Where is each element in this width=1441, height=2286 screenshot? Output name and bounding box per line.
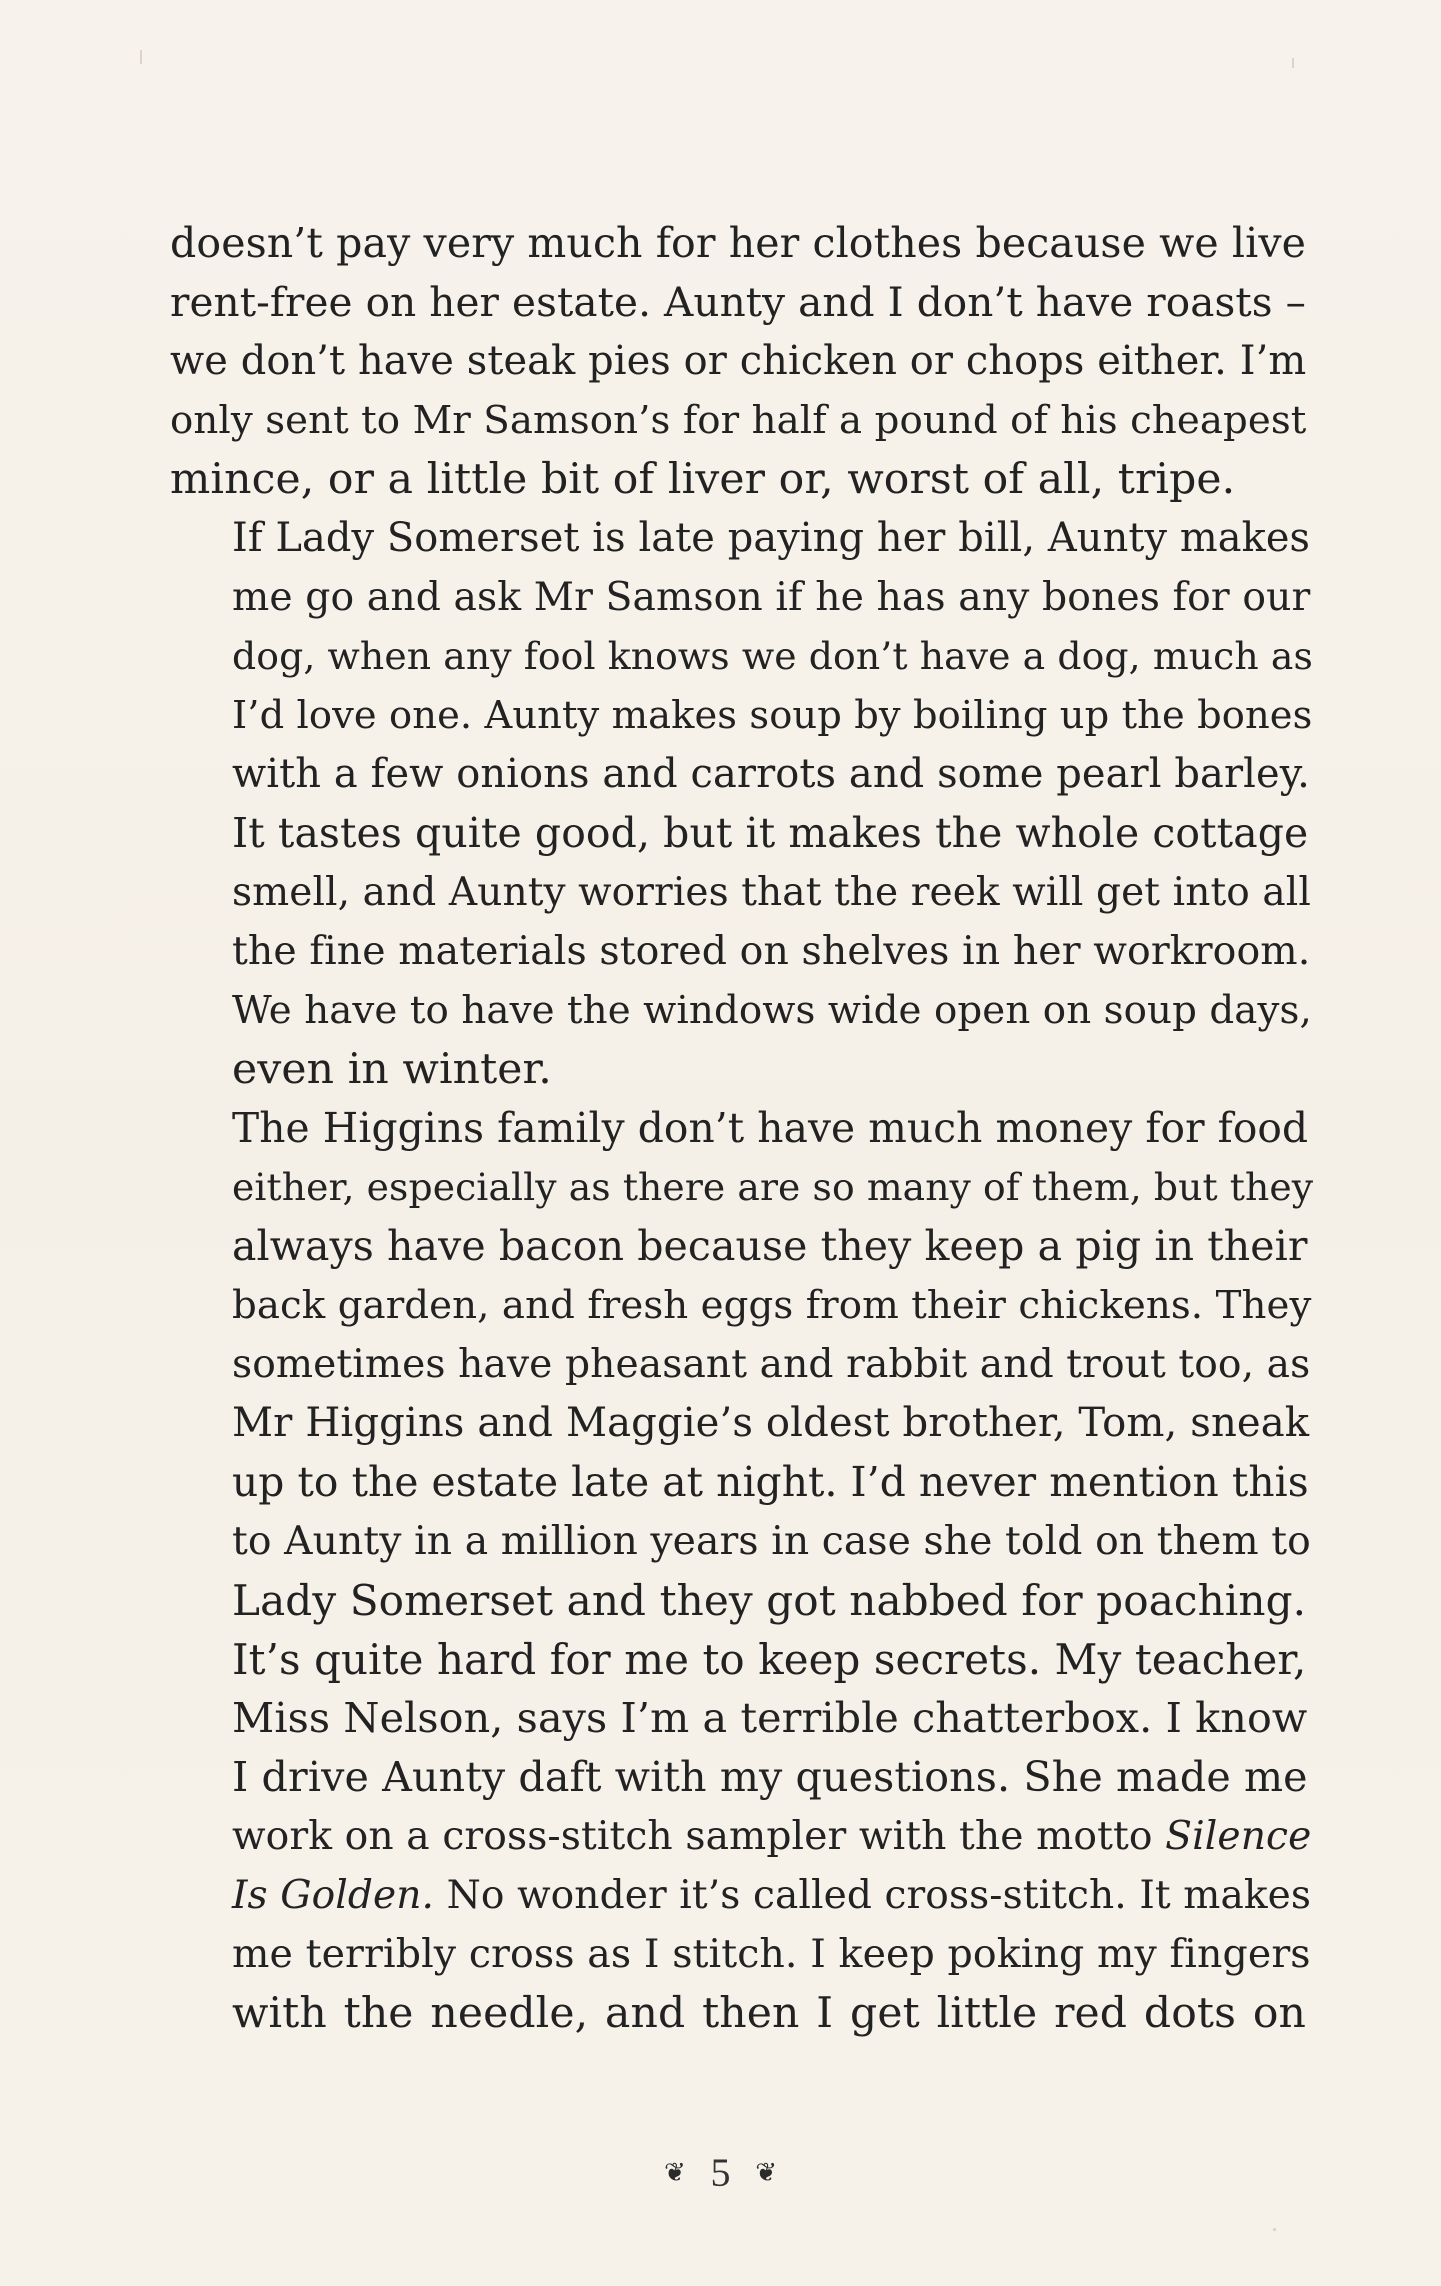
text-line-segment: work on a cross-stitch sampler with the motto — [232, 1814, 1166, 1859]
text-line: sometimes have pheasant and rabbit and trout too, as — [232, 1342, 1311, 1387]
text-line: rent-free on her estate. Aunty and I don’t have roasts – — [170, 278, 1306, 326]
text-line-segment: No wonder it’s called cross-stitch. It makes — [434, 1873, 1312, 1918]
text-line: only sent to Mr Samson’s for half a pound of his cheapest — [170, 398, 1307, 443]
text-line: either, especially as there are so many of them, but they — [232, 1165, 1314, 1209]
text-line: We have to have the windows wide open on soup days, — [232, 988, 1312, 1033]
paragraph — [170, 1099, 1314, 1630]
text-line: with the needle, and then I get little red dots on — [232, 1989, 1306, 2038]
text-line: I’d love one. Aunty makes soup by boiling up the bones — [232, 693, 1313, 738]
body-text — [170, 214, 1314, 2043]
text-line: The Higgins family don’t have much money for food — [232, 1104, 1309, 1152]
paragraph — [170, 1630, 1312, 2043]
paragraph — [170, 509, 1313, 1099]
text-line: doesn’t pay very much for her clothes because we live — [170, 219, 1307, 267]
page-footer — [0, 2140, 1441, 2203]
text-line: Lady Somerset and they got nabbed for poaching. — [232, 1576, 1307, 1625]
text-line: even in winter. — [232, 1045, 552, 1094]
text-line: to Aunty in a million years in case she told on them to — [232, 1519, 1311, 1564]
paper-speck — [1292, 58, 1294, 68]
text-line: mince, or a little bit of liver or, worst of all, tripe. — [170, 455, 1236, 504]
text-line: me go and ask Mr Samson if he has any bones for our — [232, 575, 1311, 620]
text-line: always have bacon because they keep a pig in their — [232, 1222, 1308, 1270]
page-number: 5 — [710, 2150, 731, 2195]
text-line: I drive Aunty daft with my questions. She made me — [232, 1753, 1308, 1801]
leaf-ornament-icon: ❦ — [755, 2158, 778, 2188]
text-line: dog, when any fool knows we don’t have a dog, much as — [232, 634, 1313, 678]
text-line: up to the estate late at night. I’d never mention this — [232, 1458, 1309, 1506]
paper-speck — [140, 50, 142, 64]
paragraph — [170, 214, 1306, 509]
leaf-ornament-icon: ❦ — [663, 2158, 686, 2188]
text-line: It tastes quite good, but it makes the whole cottage — [232, 809, 1309, 857]
paper-speck — [1273, 2228, 1276, 2231]
text-line: with a few onions and carrots and some pearl barley. — [232, 751, 1310, 797]
text-line: smell, and Aunty worries that the reek will get into all — [232, 870, 1311, 915]
text-line: Mr Higgins and Maggie’s oldest brother, Tom, sneak — [232, 1400, 1310, 1446]
text-line: back garden, and fresh eggs from their chickens. They — [232, 1283, 1312, 1328]
text-line: we don’t have steak pies or chicken or chops either. I’m — [170, 338, 1307, 384]
text-line — [170, 1807, 1312, 1866]
text-line: It’s quite hard for me to keep secrets. My teacher, — [232, 1635, 1307, 1684]
text-line: Miss Nelson, says I’m a terrible chatterbox. I know — [232, 1694, 1308, 1742]
text-line: the fine materials stored on shelves in her workroom. — [232, 928, 1311, 974]
text-line: If Lady Somerset is late paying her bill, Aunty makes — [232, 515, 1311, 561]
motto-italic: Is Golden. — [232, 1873, 435, 1918]
text-line — [170, 1866, 1312, 1925]
motto-italic: Silence — [1165, 1814, 1312, 1859]
text-line: me terribly cross as I stitch. I keep poking my fingers — [232, 1931, 1311, 1977]
